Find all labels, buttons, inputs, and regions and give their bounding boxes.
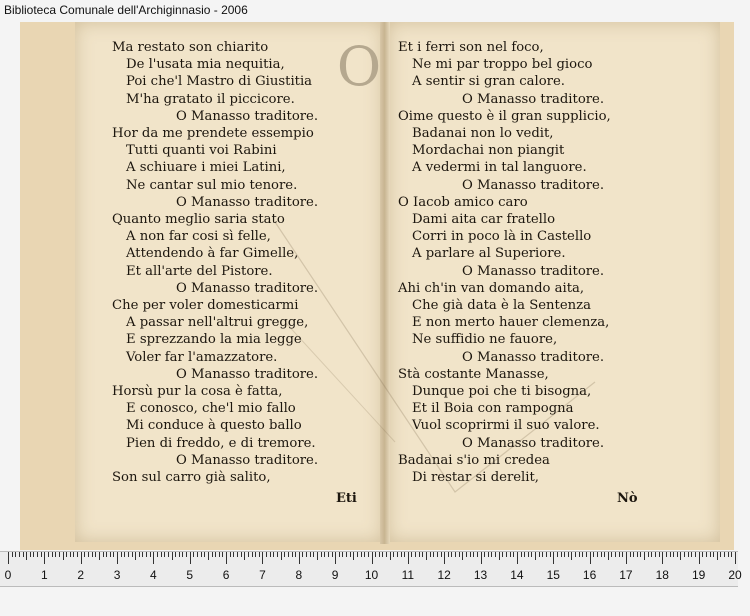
ruler-tick	[448, 552, 449, 557]
ruler-tick	[481, 552, 482, 564]
ruler-tick	[262, 552, 263, 564]
ruler-tick	[172, 552, 173, 560]
ruler-tick	[390, 552, 391, 560]
ruler-tick	[640, 552, 641, 557]
verse-line: Dunque poi che ti bisogna,	[412, 384, 592, 399]
ruler-tick	[237, 552, 238, 557]
ruler-tick	[459, 552, 460, 557]
ruler-label: 14	[510, 568, 524, 582]
verse-line: E sprezzando la mia legge	[126, 332, 302, 348]
ruler-tick	[84, 552, 85, 557]
verse-line: E conosco, che'l mio fallo	[126, 401, 296, 417]
ruler-label: 13	[473, 568, 488, 582]
ruler-tick	[680, 552, 681, 560]
verse-line: Poi che'l Mastro di Giustitia	[126, 74, 313, 90]
ruler-tick	[281, 552, 282, 560]
ruler-tick	[724, 552, 725, 557]
verse-line: O Manasso traditore.	[176, 452, 319, 468]
ruler-tick	[506, 552, 507, 557]
ruler-tick	[88, 552, 89, 557]
ruler-tick	[608, 552, 609, 560]
ruler-tick	[324, 552, 325, 557]
ruler-tick	[339, 552, 340, 557]
verse-line: Et i ferri son nel foco,	[398, 40, 544, 55]
ruler-tick	[110, 552, 111, 557]
ruler-tick	[23, 552, 24, 557]
ruler-tick	[470, 552, 471, 557]
ruler-tick	[306, 552, 307, 557]
verse-line: Quanto meglio saria stato	[112, 212, 285, 227]
bleed-through-initial: O	[336, 35, 382, 98]
ruler-label: 12	[437, 568, 451, 582]
ruler-tick	[44, 552, 45, 564]
ruler-tick	[437, 552, 438, 557]
ruler-tick	[728, 552, 729, 557]
verse-line: De l'usata mia nequitia,	[126, 57, 285, 73]
ruler-tick	[564, 552, 565, 557]
ruler-tick	[666, 552, 667, 557]
ruler-tick	[95, 552, 96, 557]
ruler-tick	[499, 552, 500, 560]
ruler-tick	[604, 552, 605, 557]
ruler-tick	[502, 552, 503, 557]
verse-line: Badanai s'io mi credea	[398, 452, 550, 468]
verse-line: Che per voler domesticarmi	[112, 298, 299, 313]
ruler-tick	[491, 552, 492, 557]
left-catchword: Eti	[336, 491, 357, 506]
verse-line: Attendendo à far Gimelle,	[126, 246, 299, 262]
ruler-tick	[182, 552, 183, 557]
ruler-tick	[135, 552, 136, 560]
ruler-tick	[655, 552, 656, 557]
ruler-label: 6	[222, 568, 230, 582]
ruler-tick	[539, 552, 540, 557]
ruler-tick	[317, 552, 318, 560]
ruler-tick	[168, 552, 169, 557]
ruler-tick	[8, 552, 9, 564]
ruler-tick	[651, 552, 652, 557]
ruler-tick	[637, 552, 638, 557]
verse-line: Ne mi par troppo bel gioco	[412, 57, 593, 73]
verse-line: Pien di freddo, e di tremore.	[126, 435, 316, 451]
verse-line: Tutti quanti voi Rabini	[126, 143, 277, 159]
ruler-tick	[561, 552, 562, 557]
ruler-tick	[535, 552, 536, 560]
ruler-tick	[186, 552, 187, 557]
ruler-tick	[433, 552, 434, 557]
verse-line: Mi conduce à questo ballo	[126, 418, 302, 434]
ruler-tick	[720, 552, 721, 557]
ruler-tick	[139, 552, 140, 557]
ruler-tick	[401, 552, 402, 557]
ruler-tick	[379, 552, 380, 557]
ruler-tick	[713, 552, 714, 557]
ruler-tick	[622, 552, 623, 557]
ruler-tick	[364, 552, 365, 557]
ruler-tick	[201, 552, 202, 557]
right-catchword: Nò	[617, 491, 638, 506]
ruler-tick	[55, 552, 56, 557]
ruler-tick	[422, 552, 423, 557]
ruler-tick	[295, 552, 296, 557]
ruler-tick	[375, 552, 376, 557]
ruler-tick	[462, 552, 463, 560]
ruler-tick	[292, 552, 293, 557]
ruler-tick	[179, 552, 180, 557]
ruler-tick	[103, 552, 104, 557]
ruler-tick	[328, 552, 329, 557]
ruler-tick	[26, 552, 27, 560]
verse-line: O Iacob amico caro	[398, 194, 528, 210]
verse-line: M'ha gratato il piccicore.	[126, 91, 295, 107]
ruler-tick	[313, 552, 314, 557]
ruler-tick	[255, 552, 256, 557]
ruler-tick	[670, 552, 671, 557]
ruler-label: 9	[331, 568, 339, 582]
ruler-tick	[164, 552, 165, 557]
ruler-tick	[59, 552, 60, 557]
ruler-tick	[662, 552, 663, 564]
ruler-tick	[193, 552, 194, 557]
ruler-tick	[197, 552, 198, 557]
ruler-tick	[451, 552, 452, 557]
verse-line: Ne cantar sul mio tenore.	[126, 177, 298, 193]
ruler-tick	[473, 552, 474, 557]
ruler-tick	[222, 552, 223, 557]
ruler-tick	[372, 552, 373, 564]
ruler-label: 1	[41, 568, 48, 582]
ruler-tick	[230, 552, 231, 557]
ruler-tick	[706, 552, 707, 557]
ruler-tick	[33, 552, 34, 557]
ruler-label: 20	[728, 568, 742, 582]
verse-line: Et il Boia con rampogna	[412, 401, 574, 417]
ruler-tick	[386, 552, 387, 557]
ruler-tick	[488, 552, 489, 557]
ruler-label: 0	[4, 568, 12, 582]
ruler-tick	[521, 552, 522, 557]
verse-line: Et all'arte del Pistore.	[126, 263, 273, 279]
ruler-tick	[132, 552, 133, 557]
ruler-tick	[252, 552, 253, 557]
ruler-tick	[73, 552, 74, 557]
ruler-tick	[121, 552, 122, 557]
ruler-tick	[673, 552, 674, 557]
ruler-tick	[128, 552, 129, 557]
ruler-tick	[601, 552, 602, 557]
ruler-tick	[568, 552, 569, 557]
verse-line: A parlare al Superiore.	[412, 246, 566, 262]
ruler-tick	[41, 552, 42, 557]
ruler-tick	[648, 552, 649, 557]
ruler-tick	[335, 552, 336, 564]
ruler-tick	[590, 552, 591, 564]
ruler-tick	[233, 552, 234, 557]
ruler-tick	[204, 552, 205, 557]
verse-line: A passar nell'altrui gregge,	[126, 315, 309, 331]
ruler-tick	[48, 552, 49, 557]
ruler-tick	[466, 552, 467, 557]
ruler-tick	[273, 552, 274, 557]
ruler-tick	[215, 552, 216, 557]
ruler-tick	[37, 552, 38, 557]
ruler-label: 17	[619, 568, 633, 582]
ruler-tick	[259, 552, 260, 557]
verse-line: Badanai non lo vedit,	[412, 126, 554, 141]
ruler-tick	[288, 552, 289, 557]
ruler-tick	[546, 552, 547, 557]
ruler-label: 3	[113, 568, 121, 582]
verse-line: O Manasso traditore.	[462, 91, 605, 107]
verse-line: Dami aita car fratello	[412, 212, 556, 227]
ruler-tick	[441, 552, 442, 557]
ruler-tick	[531, 552, 532, 557]
verse-line: O Manasso traditore.	[462, 263, 605, 279]
ruler-tick	[146, 552, 147, 557]
ruler-tick	[579, 552, 580, 557]
ruler-tick	[430, 552, 431, 557]
ruler-tick	[357, 552, 358, 557]
ruler-tick	[542, 552, 543, 557]
ruler-tick	[419, 552, 420, 557]
ruler-tick	[513, 552, 514, 557]
ruler-label: 7	[259, 568, 266, 582]
ruler-tick	[361, 552, 362, 557]
verse-line: Ahi ch'in van domando aita,	[398, 280, 585, 296]
ruler-tick	[593, 552, 594, 557]
ruler-tick	[404, 552, 405, 557]
verse-line: Che già data è la Sentenza	[412, 298, 591, 313]
ruler-tick	[142, 552, 143, 557]
ruler-tick	[270, 552, 271, 557]
ruler-label: 2	[77, 568, 85, 582]
ruler-tick	[699, 552, 700, 564]
ruler-tick	[248, 552, 249, 557]
ruler-label: 4	[150, 568, 157, 582]
ruler-tick	[153, 552, 154, 564]
verse-line: Mordachai non piangit	[412, 143, 565, 159]
ruler-tick	[677, 552, 678, 557]
ruler-label: 11	[401, 568, 415, 582]
ruler-tick	[684, 552, 685, 557]
ruler-label: 5	[186, 568, 194, 582]
verse-line: A schiuare i miei Latini,	[126, 160, 286, 176]
ruler-tick	[350, 552, 351, 557]
ruler-tick	[426, 552, 427, 560]
ruler-tick	[321, 552, 322, 557]
ruler-tick	[277, 552, 278, 557]
ruler-tick	[528, 552, 529, 557]
ruler-tick	[106, 552, 107, 557]
verse-line: Oime questo è il gran supplicio,	[398, 108, 611, 124]
ruler-tick	[150, 552, 151, 557]
ruler-label: 16	[582, 568, 597, 582]
ruler-tick	[702, 552, 703, 557]
ruler-tick	[226, 552, 227, 564]
ruler-tick	[332, 552, 333, 557]
ruler-tick	[586, 552, 587, 557]
ruler-tick	[353, 552, 354, 560]
ruler-tick	[342, 552, 343, 557]
measurement-ruler	[0, 551, 742, 587]
verse-line: Ne suffidio ne fauore,	[412, 332, 558, 348]
ruler-tick	[695, 552, 696, 557]
ruler-tick	[157, 552, 158, 557]
ruler-tick	[582, 552, 583, 557]
ruler-tick	[15, 552, 16, 557]
ruler-tick	[284, 552, 285, 557]
ruler-tick	[524, 552, 525, 557]
ruler-tick	[212, 552, 213, 557]
ruler-tick	[633, 552, 634, 557]
ruler-tick	[644, 552, 645, 560]
verse-line: Stà costante Manasse,	[398, 366, 549, 382]
verse-line: A sentir si gran calore.	[412, 74, 565, 90]
watermark-text: Biblioteca Comunale dell'Archiginnasio - 2006	[4, 3, 248, 17]
ruler-tick	[81, 552, 82, 564]
ruler-tick	[310, 552, 311, 557]
verse-line: O Manasso traditore.	[462, 177, 605, 193]
ruler-tick	[557, 552, 558, 557]
ruler-tick	[619, 552, 620, 557]
ruler-tick	[12, 552, 13, 557]
verse-line: A non far cosi sì felle,	[126, 229, 271, 245]
ruler-tick	[161, 552, 162, 557]
ruler-tick	[113, 552, 114, 557]
ruler-tick	[266, 552, 267, 557]
verse-line: O Manasso traditore.	[176, 108, 319, 124]
ruler-tick	[70, 552, 71, 557]
ruler-tick	[415, 552, 416, 557]
ruler-tick	[52, 552, 53, 557]
verse-line: O Manasso traditore.	[176, 280, 319, 296]
ruler-tick	[615, 552, 616, 557]
ruler-tick	[455, 552, 456, 557]
verse-line: O Manasso traditore.	[462, 435, 605, 451]
ruler-tick	[175, 552, 176, 557]
ruler-tick	[66, 552, 67, 557]
ruler-label: 18	[655, 568, 669, 582]
ruler-tick	[717, 552, 718, 560]
ruler-label: 10	[364, 568, 379, 582]
ruler-tick	[484, 552, 485, 557]
ruler-tick	[208, 552, 209, 560]
ruler-tick	[735, 552, 736, 564]
verse-line: O Manasso traditore.	[462, 349, 605, 365]
ruler-tick	[517, 552, 518, 564]
ruler-tick	[190, 552, 191, 564]
ruler-tick	[92, 552, 93, 557]
verse-line: A vedermi in tal languore.	[412, 160, 587, 176]
verse-line: E non merto hauer clemenza,	[412, 315, 610, 331]
ruler-tick	[495, 552, 496, 557]
ruler-tick	[630, 552, 631, 557]
ruler-tick	[688, 552, 689, 557]
ruler-tick	[575, 552, 576, 557]
ruler-tick	[63, 552, 64, 560]
verse-line: Di restar si derelit,	[412, 470, 539, 485]
ruler-tick	[731, 552, 732, 557]
ruler-tick	[626, 552, 627, 564]
verse-line: Ma restato son chiarito	[112, 40, 269, 55]
ruler-tick	[550, 552, 551, 557]
ruler-tick	[241, 552, 242, 557]
ruler-tick	[571, 552, 572, 560]
ruler-tick	[691, 552, 692, 557]
ruler-tick	[659, 552, 660, 557]
ruler-tick	[553, 552, 554, 564]
verse-line: Vuol scoprirmi il suo valore.	[412, 418, 600, 434]
verse-line: Horsù pur la cosa è fatta,	[112, 384, 283, 399]
ruler-tick	[411, 552, 412, 557]
ruler-label: 8	[295, 568, 303, 582]
ruler-tick	[124, 552, 125, 557]
ruler-tick	[710, 552, 711, 557]
ruler-tick	[408, 552, 409, 564]
ruler-tick	[393, 552, 394, 557]
verse-line: Son sul carro già salito,	[112, 470, 271, 485]
ruler-tick	[117, 552, 118, 564]
ruler-tick	[444, 552, 445, 564]
ruler-tick	[244, 552, 245, 560]
verse-line: O Manasso traditore.	[176, 194, 319, 210]
ruler-tick	[477, 552, 478, 557]
ruler-tick	[397, 552, 398, 557]
ruler-tick	[302, 552, 303, 557]
ruler-label: 15	[546, 568, 560, 582]
ruler-tick	[30, 552, 31, 557]
ruler-tick	[77, 552, 78, 557]
ruler-tick	[219, 552, 220, 557]
ruler-tick	[597, 552, 598, 557]
verse-line: Corri in poco là in Castello	[412, 229, 592, 245]
ruler-tick	[299, 552, 300, 564]
verse-line: Hor da me prendete essempio	[112, 126, 314, 141]
ruler-label: 19	[691, 568, 706, 582]
ruler-tick	[368, 552, 369, 557]
ruler-tick	[382, 552, 383, 557]
ruler-tick	[99, 552, 100, 560]
ruler-tick	[19, 552, 20, 557]
ruler-tick	[346, 552, 347, 557]
ruler-tick	[611, 552, 612, 557]
verse-line: Voler far l'amazzatore.	[126, 349, 278, 365]
verse-line: O Manasso traditore.	[176, 366, 319, 382]
ruler-tick	[510, 552, 511, 557]
